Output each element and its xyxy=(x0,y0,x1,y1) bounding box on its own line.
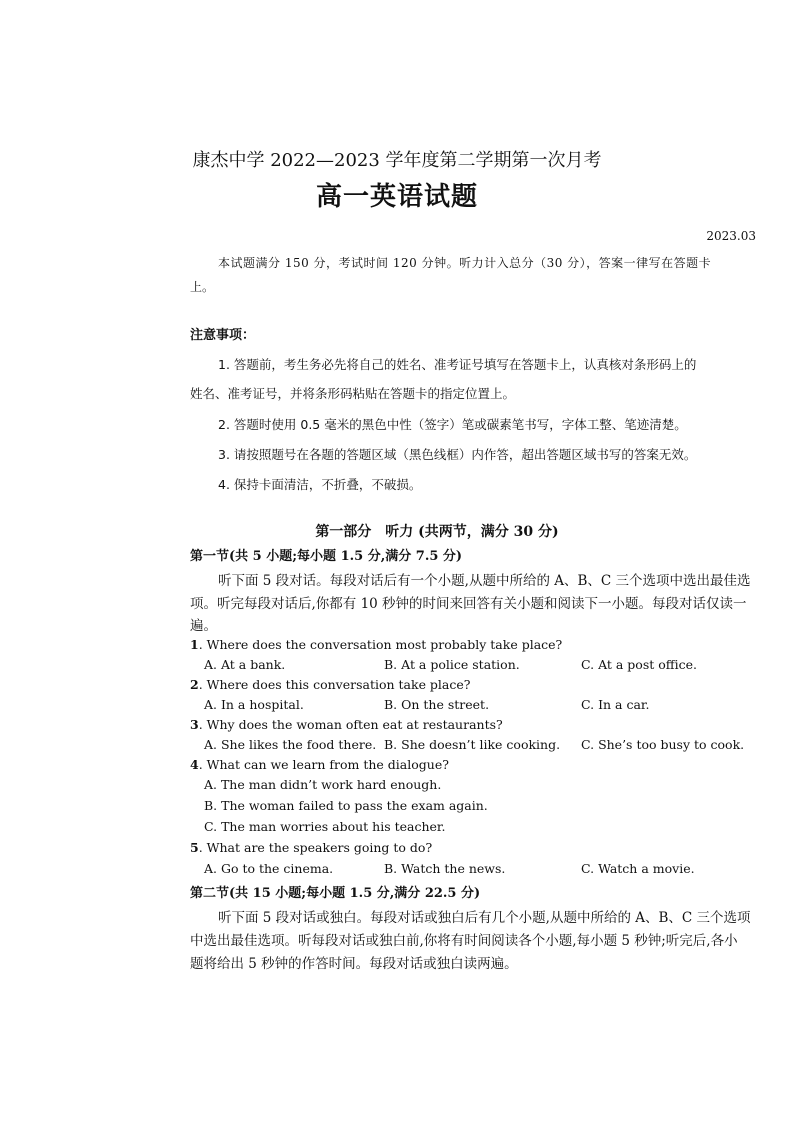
section1-instruction-line: 项。听完每段对话后,你都有 10 秒钟的时间来回答有关小题和阅读下一小题。每段对话仅读一 xyxy=(190,596,747,612)
question-2-option-a: A. In a hospital. xyxy=(204,697,304,712)
section2-instruction-line: 中选出最佳选项。听每段对话或独白前,你将有时间阅读各个小题,每小题 5 秒钟;听完后,各小 xyxy=(190,933,738,949)
question-number: 4 xyxy=(190,757,199,772)
question-text: . Why does the woman often eat at restaurants? xyxy=(198,717,503,732)
notice-item-3: 3. 请按照题号在各题的答题区域（黑色线框）内作答，超出答题区域书写的答案无效。 xyxy=(218,447,697,462)
question-2 xyxy=(190,677,471,692)
question-1-option-c: C. At a post office. xyxy=(581,657,698,672)
section1-instruction-line: 听下面 5 段对话。每段对话后有一个小题,从题中所给的 A、B、C 三个选项中选出最佳选 xyxy=(218,573,751,589)
question-text: . Where does this conversation take place? xyxy=(198,677,471,692)
notice-item-1-cont: 姓名、准考证号，并将条形码粘贴在答题卡的指定位置上。 xyxy=(190,386,516,401)
question-number: 5 xyxy=(190,840,199,855)
notice-item-4: 4. 保持卡面清洁，不折叠，不破损。 xyxy=(218,477,422,492)
question-4 xyxy=(190,757,449,772)
question-1-option-a: A. At a bank. xyxy=(204,657,286,672)
question-3 xyxy=(190,717,503,732)
question-5-option-c: C. Watch a movie. xyxy=(581,861,695,876)
school-exam-title: 康杰中学 2022—2023 学年度第二学期第一次月考 xyxy=(192,150,602,171)
section2-instruction-line: 题将给出 5 秒钟的作答时间。每段对话或独白读两遍。 xyxy=(190,956,518,972)
part1-title: 第一部分 听力 (共两节，满分 30 分) xyxy=(315,524,559,540)
question-5-option-a: A. Go to the cinema. xyxy=(204,861,334,876)
question-2-option-b: B. On the street. xyxy=(384,697,490,712)
section1-instruction-line: 遍。 xyxy=(190,618,217,634)
intro-line-2: 上。 xyxy=(190,280,215,294)
question-2-option-c: C. In a car. xyxy=(581,697,650,712)
section1-heading: 第一节(共 5 小题;每小题 1.5 分,满分 7.5 分) xyxy=(190,549,463,564)
question-text: . Where does the conversation most probably take place? xyxy=(198,637,563,652)
question-4-option-b: B. The woman failed to pass the exam again. xyxy=(204,798,488,813)
question-number: 3 xyxy=(190,717,199,732)
section2-heading: 第二节(共 15 小题;每小题 1.5 分,满分 22.5 分) xyxy=(190,886,481,901)
question-text: . What are the speakers going to do? xyxy=(198,840,433,855)
exam-title: 高一英语试题 xyxy=(315,182,478,212)
notice-item-2: 2. 答题时使用 0.5 毫米的黑色中性（签字）笔或碳素笔书写，字体工整、笔迹清楚。 xyxy=(218,417,687,432)
notice-heading: 注意事项： xyxy=(190,328,256,343)
question-1-option-b: B. At a police station. xyxy=(384,657,520,672)
section2-instruction-line: 听下面 5 段对话或独白。每段对话或独白后有几个小题,从题中所给的 A、B、C 三个选项 xyxy=(218,910,751,926)
question-3-option-a: A. She likes the food there. xyxy=(204,737,377,752)
question-number: 1 xyxy=(190,637,199,652)
notice-item-1: 1. 答题前，考生务必先将自己的姓名、准考证号填写在答题卡上，认真核对条形码上的 xyxy=(218,357,697,372)
question-3-option-c: C. She’s too busy to cook. xyxy=(581,737,745,752)
question-5 xyxy=(190,840,432,855)
question-1 xyxy=(190,637,562,652)
question-4-option-c: C. The man worries about his teacher. xyxy=(204,819,446,834)
intro-line-1: 本试题满分 150 分，考试时间 120 分钟。听力计入总分（30 分），答案一律写在答题卡 xyxy=(218,256,712,270)
question-3-option-b: B. She doesn’t like cooking. xyxy=(384,737,561,752)
question-text: . What can we learn from the dialogue? xyxy=(198,757,449,772)
exam-date: 2023.03 xyxy=(706,229,756,243)
question-number: 2 xyxy=(190,677,199,692)
question-4-option-a: A. The man didn’t work hard enough. xyxy=(204,777,442,792)
question-5-option-b: B. Watch the news. xyxy=(384,861,506,876)
